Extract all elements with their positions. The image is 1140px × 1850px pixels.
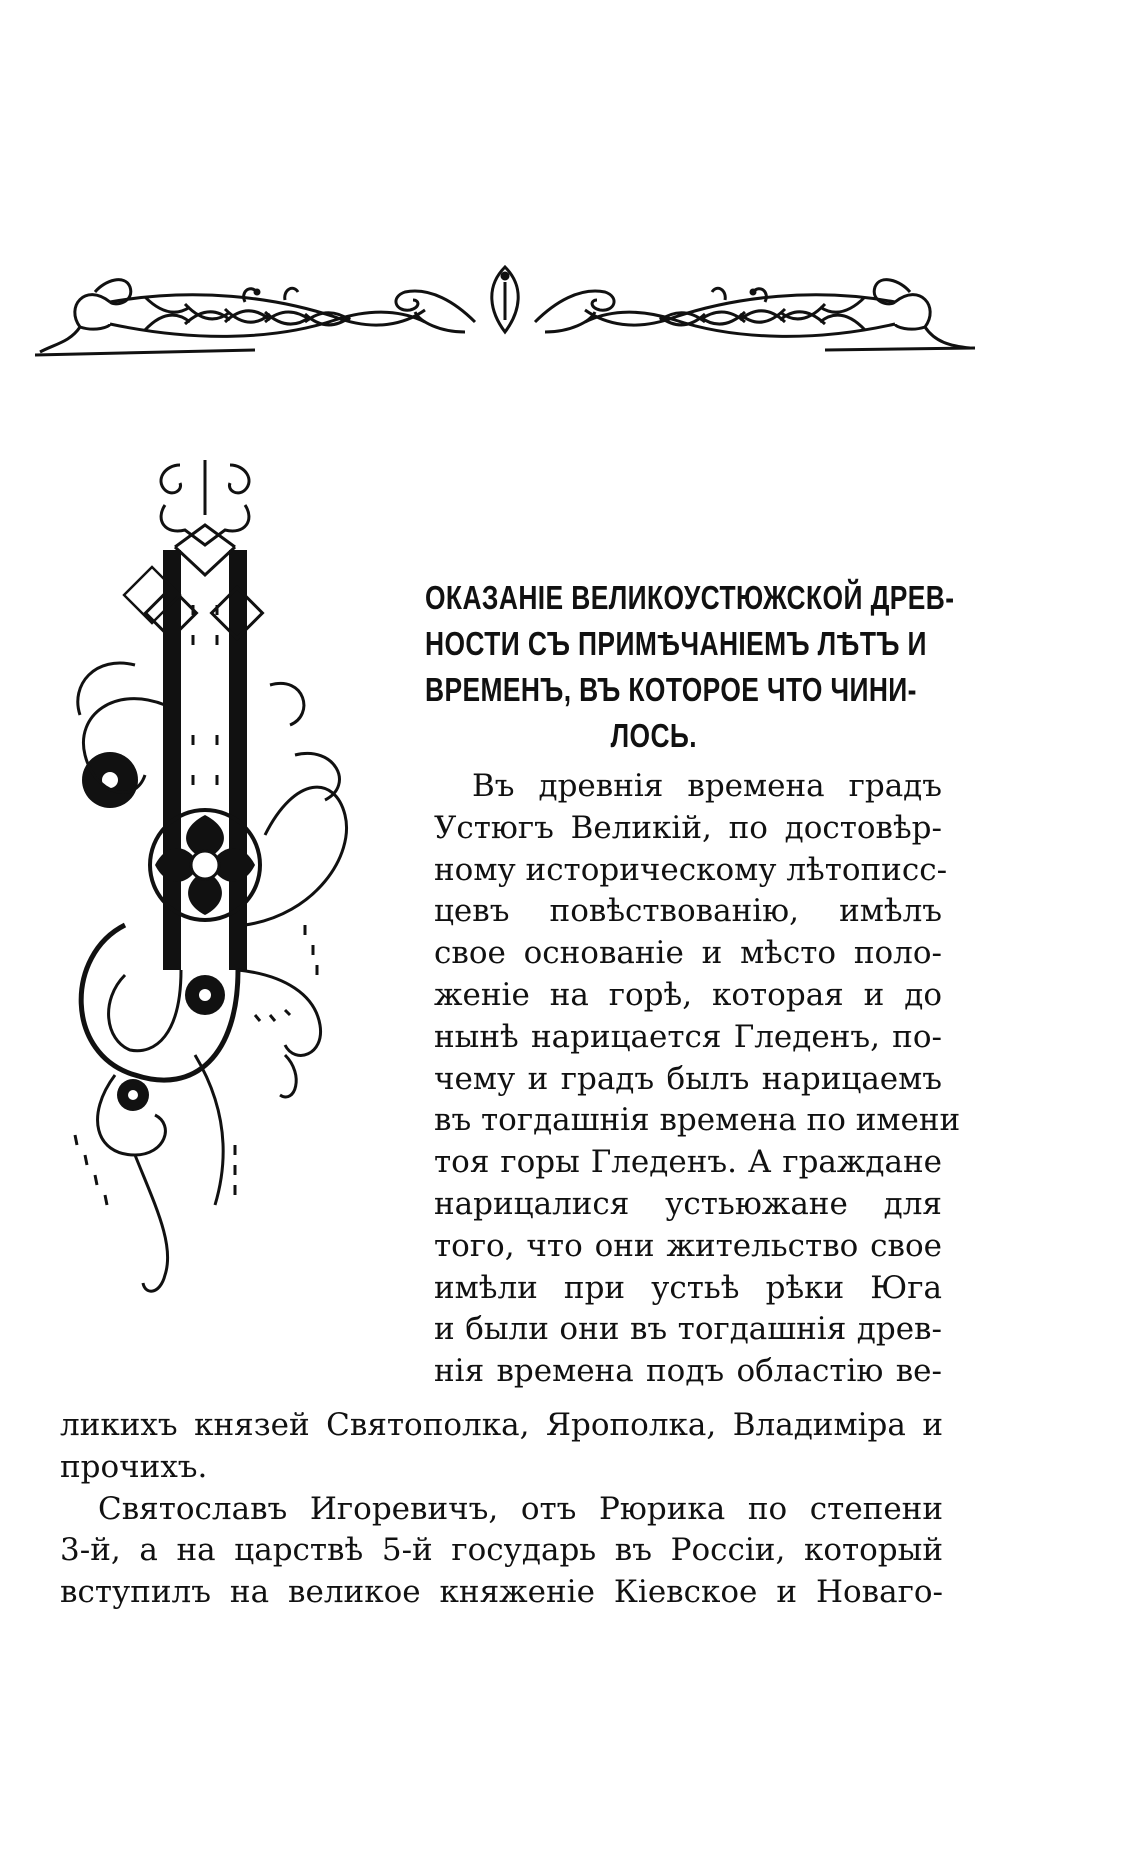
text-line: тоя горы Гледенъ. А граждане [434, 1144, 942, 1181]
flower-icon [150, 810, 260, 920]
ornamental-headpiece [35, 262, 985, 432]
text-line: нарицалися устьюжане для [434, 1185, 942, 1222]
heading-line: НОСТИ СЪ ПРИМѢЧАНІЕМЪ ЛѢТЪ И [425, 625, 927, 662]
text-line: вступилъ на великое княженіе Кіевское и Новаго- [60, 1574, 943, 1611]
decorated-initial-letter [55, 455, 425, 1395]
text-line: прочихъ. [60, 1448, 208, 1485]
text-line: въ тогдашнія времена по имени [434, 1102, 961, 1139]
text-line: чему и градъ былъ нарицаемъ [434, 1060, 942, 1097]
text-line: и были они въ тогдашнія древ- [434, 1311, 942, 1348]
text-line: нія времена подъ областію ве- [434, 1353, 942, 1390]
text-line: ликихъ князей Святополка, Ярополка, Владиміра и [60, 1407, 943, 1443]
paragraph-wide [60, 1405, 943, 1614]
text-line: женіе на горѣ, которая и до [434, 976, 942, 1013]
text-line: свое основаніе и мѣсто поло- [434, 935, 942, 972]
paragraph-1-narrow [434, 766, 961, 1393]
text-line: ному историческому лѣтописс- [434, 851, 948, 888]
text-line: нынѣ нарицается Гледенъ, по- [434, 1018, 942, 1055]
text-line: того, что они жительство свое [434, 1227, 942, 1264]
text-line: имѣли при устьѣ рѣки Юга [434, 1269, 942, 1306]
text-line: цевъ повѣствованію, имѣлъ [434, 893, 942, 930]
heading-line: ЛОСЬ. [610, 717, 698, 754]
text-line: Устюгъ Великій, по достовѣр- [434, 809, 942, 846]
heading-line: ОКАЗАНІЕ ВЕЛИКОУСТЮЖСКОЙ ДРЕВ- [425, 579, 955, 616]
text-line: 3-й, а на царствѣ 5-й государь въ Россіи, который [60, 1532, 943, 1569]
text-line: Святославъ Игоревичъ, отъ Рюрика по степени [98, 1490, 943, 1527]
chapter-heading [425, 575, 969, 759]
text-line: Въ древнія времена градъ [472, 768, 942, 804]
heading-line: ВРЕМЕНЪ, ВЪ КОТОРОЕ ЧТО ЧИНИ- [425, 671, 917, 708]
